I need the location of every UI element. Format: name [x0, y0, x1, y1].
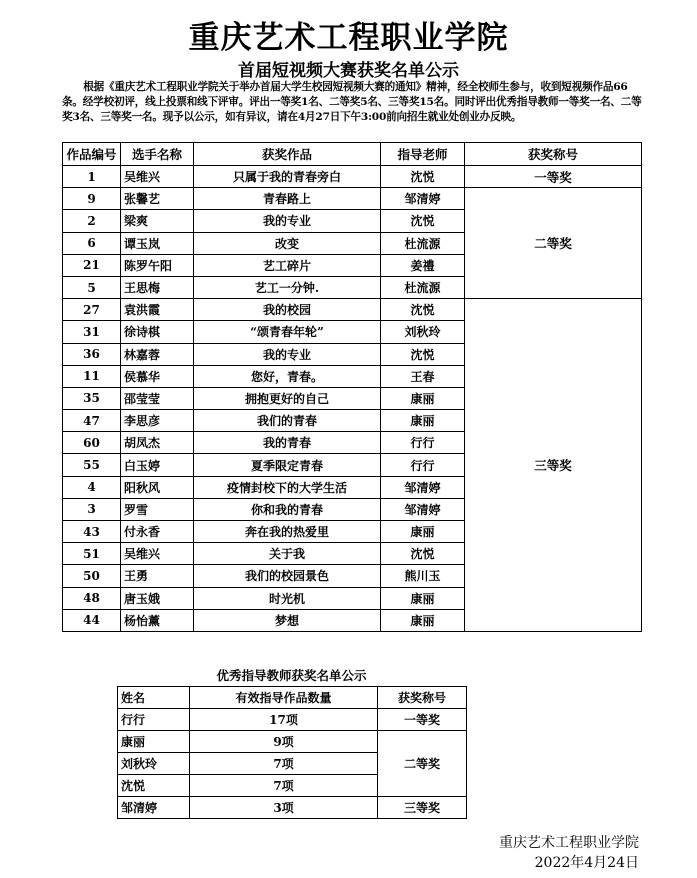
advisor-cell: 康丽 — [381, 609, 465, 631]
table-row — [118, 709, 467, 731]
contestant-name-cell: 杨怡薰 — [121, 609, 194, 631]
header-award-title: 获奖称号 — [465, 143, 642, 166]
award-title-cell: 一等奖 — [465, 166, 642, 188]
work-id-cell: 50 — [63, 565, 121, 587]
award-work-cell: 我的校园 — [194, 299, 381, 321]
teacher-name-cell: 行行 — [118, 709, 190, 731]
work-count-cell: 9项 — [190, 731, 378, 753]
award-work-cell: 梦想 — [194, 609, 381, 631]
work-id-cell: 60 — [63, 432, 121, 454]
advisor-cell: 杜流源 — [381, 232, 465, 254]
teacher-award-heading: 优秀指导教师获奖名单公示 — [216, 668, 367, 683]
work-id-cell: 6 — [63, 232, 121, 254]
contestant-name-cell: 唐玉娥 — [121, 587, 194, 609]
award-title-cell: 二等奖 — [465, 188, 642, 299]
advisor-cell: 邹清婷 — [381, 498, 465, 520]
page-title: 重庆艺术工程职业学院 — [188, 20, 509, 56]
contestant-name-cell: 袁洪霞 — [121, 299, 194, 321]
contestant-name-cell: 吴维兴 — [121, 543, 194, 565]
award-work-cell: 您好，青春。 — [194, 365, 381, 387]
advisor-cell: 熊川玉 — [381, 565, 465, 587]
contestant-name-cell: 王勇 — [121, 565, 194, 587]
advisor-cell: 邹清婷 — [381, 188, 465, 210]
work-count-cell: 17项 — [190, 709, 378, 731]
advisor-cell: 沈悦 — [381, 343, 465, 365]
work-id-cell: 47 — [63, 410, 121, 432]
award-work-cell: 我们的校园景色 — [194, 565, 381, 587]
contestant-name-cell: 谭玉岚 — [121, 232, 194, 254]
header-teacher-name: 姓名 — [118, 687, 190, 709]
contestant-name-cell: 王思梅 — [121, 276, 194, 298]
work-id-cell: 11 — [63, 365, 121, 387]
award-work-cell: 关于我 — [194, 543, 381, 565]
advisor-cell: 康丽 — [381, 587, 465, 609]
award-work-cell: 艺工碎片 — [194, 254, 381, 276]
advisor-cell: 康丽 — [381, 521, 465, 543]
award-work-cell: 我的专业 — [194, 343, 381, 365]
advisor-cell: 沈悦 — [381, 543, 465, 565]
contestant-name-cell: 邵莹莹 — [121, 387, 194, 409]
contestant-name-cell: 张馨艺 — [121, 188, 194, 210]
advisor-cell: 沈悦 — [381, 299, 465, 321]
work-id-cell: 51 — [63, 543, 121, 565]
work-count-cell: 7项 — [190, 775, 378, 797]
page-subtitle: 首届短视频大赛获奖名单公示 — [238, 61, 459, 81]
header-work-count: 有效指导作品数量 — [190, 687, 378, 709]
contestant-name-cell: 吴维兴 — [121, 166, 194, 188]
contestant-name-cell: 陈罗午阳 — [121, 254, 194, 276]
award-table — [62, 142, 642, 632]
work-id-cell: 48 — [63, 587, 121, 609]
award-work-cell: 只属于我的青春旁白 — [194, 166, 381, 188]
advisor-cell: 沈悦 — [381, 210, 465, 232]
award-work-cell: 拥抱更好的自己 — [194, 387, 381, 409]
contestant-name-cell: 胡凤杰 — [121, 432, 194, 454]
header-advisor: 指导老师 — [381, 143, 465, 166]
table-row — [63, 299, 642, 321]
advisor-cell: 姜禮 — [381, 254, 465, 276]
contestant-name-cell: 白玉婷 — [121, 454, 194, 476]
advisor-cell: 沈悦 — [381, 166, 465, 188]
work-id-cell: 31 — [63, 321, 121, 343]
work-id-cell: 21 — [63, 254, 121, 276]
contestant-name-cell: 罗雪 — [121, 498, 194, 520]
award-work-cell: 夏季限定青春 — [194, 454, 381, 476]
work-id-cell: 36 — [63, 343, 121, 365]
advisor-cell: 邹清婷 — [381, 476, 465, 498]
teacher-name-cell: 康丽 — [118, 731, 190, 753]
award-work-cell: 你和我的青春 — [194, 498, 381, 520]
work-count-cell: 3项 — [190, 797, 378, 819]
award-work-cell: 奔在我的热爱里 — [194, 521, 381, 543]
contestant-name-cell: 侯慕华 — [121, 365, 194, 387]
contestant-name-cell: 徐诗棋 — [121, 321, 194, 343]
advisor-cell: 杜流源 — [381, 276, 465, 298]
award-work-cell: 改变 — [194, 232, 381, 254]
award-table-header-row — [63, 143, 642, 166]
teacher-name-cell: 邹清婷 — [118, 797, 190, 819]
award-work-cell: 疫情封校下的大学生活 — [194, 476, 381, 498]
advisor-cell: 刘秋玲 — [381, 321, 465, 343]
contestant-name-cell: 李思彦 — [121, 410, 194, 432]
advisor-cell: 行行 — [381, 432, 465, 454]
teacher-name-cell: 沈悦 — [118, 775, 190, 797]
work-id-cell: 3 — [63, 498, 121, 520]
work-id-cell: 9 — [63, 188, 121, 210]
work-id-cell: 1 — [63, 166, 121, 188]
header-work-id: 作品编号 — [63, 143, 121, 166]
table-row — [118, 797, 467, 819]
notice-paragraph: 根据《重庆艺术工程职业学院关于举办首届大学生校园短视频大赛的通知》精神，经全校师生参与，收到短视频作品66条。经学校初评，线上投票和线下评审。评出一等奖1名、二等奖5名、三等奖15名。同时评出优秀指导教师一等奖一名、二等奖3名、三等奖一名。现予以公示，如有异议，请在4月27日下午3:00前向招生就业处创业办反映。 — [62, 81, 642, 123]
teacher-award-cell: 一等奖 — [378, 709, 467, 731]
award-work-cell: 我的专业 — [194, 210, 381, 232]
table-row — [118, 731, 467, 753]
contestant-name-cell: 阳秋风 — [121, 476, 194, 498]
advisor-cell: 康丽 — [381, 410, 465, 432]
footer-date: 2022年4月24日 — [534, 855, 639, 871]
teacher-award-table — [117, 686, 467, 819]
award-work-cell: 青春路上 — [194, 188, 381, 210]
header-award-work: 获奖作品 — [194, 143, 381, 166]
work-id-cell: 44 — [63, 609, 121, 631]
contestant-name-cell: 梁爽 — [121, 210, 194, 232]
award-work-cell: 艺工一分钟. — [194, 276, 381, 298]
work-id-cell: 2 — [63, 210, 121, 232]
work-id-cell: 43 — [63, 521, 121, 543]
contestant-name-cell: 付永香 — [121, 521, 194, 543]
advisor-cell: 行行 — [381, 454, 465, 476]
table-row — [63, 188, 642, 210]
teacher-name-cell: 刘秋玲 — [118, 753, 190, 775]
contestant-name-cell: 林嘉蓉 — [121, 343, 194, 365]
work-id-cell: 4 — [63, 476, 121, 498]
teacher-award-cell: 二等奖 — [378, 731, 467, 797]
award-work-cell: 我们的青春 — [194, 410, 381, 432]
work-id-cell: 55 — [63, 454, 121, 476]
table-row — [63, 166, 642, 188]
teacher-table-header-row — [118, 687, 467, 709]
work-id-cell: 35 — [63, 387, 121, 409]
header-contestant-name: 选手名称 — [121, 143, 194, 166]
work-id-cell: 27 — [63, 299, 121, 321]
teacher-award-cell: 三等奖 — [378, 797, 467, 819]
award-title-cell: 三等奖 — [465, 299, 642, 632]
work-count-cell: 7项 — [190, 753, 378, 775]
award-work-cell: “颂青春年轮” — [194, 321, 381, 343]
header-teacher-award: 获奖称号 — [378, 687, 467, 709]
award-work-cell: 我的青春 — [194, 432, 381, 454]
footer-organization: 重庆艺术工程职业学院 — [499, 835, 639, 851]
work-id-cell: 5 — [63, 276, 121, 298]
advisor-cell: 王春 — [381, 365, 465, 387]
advisor-cell: 康丽 — [381, 387, 465, 409]
award-work-cell: 时光机 — [194, 587, 381, 609]
